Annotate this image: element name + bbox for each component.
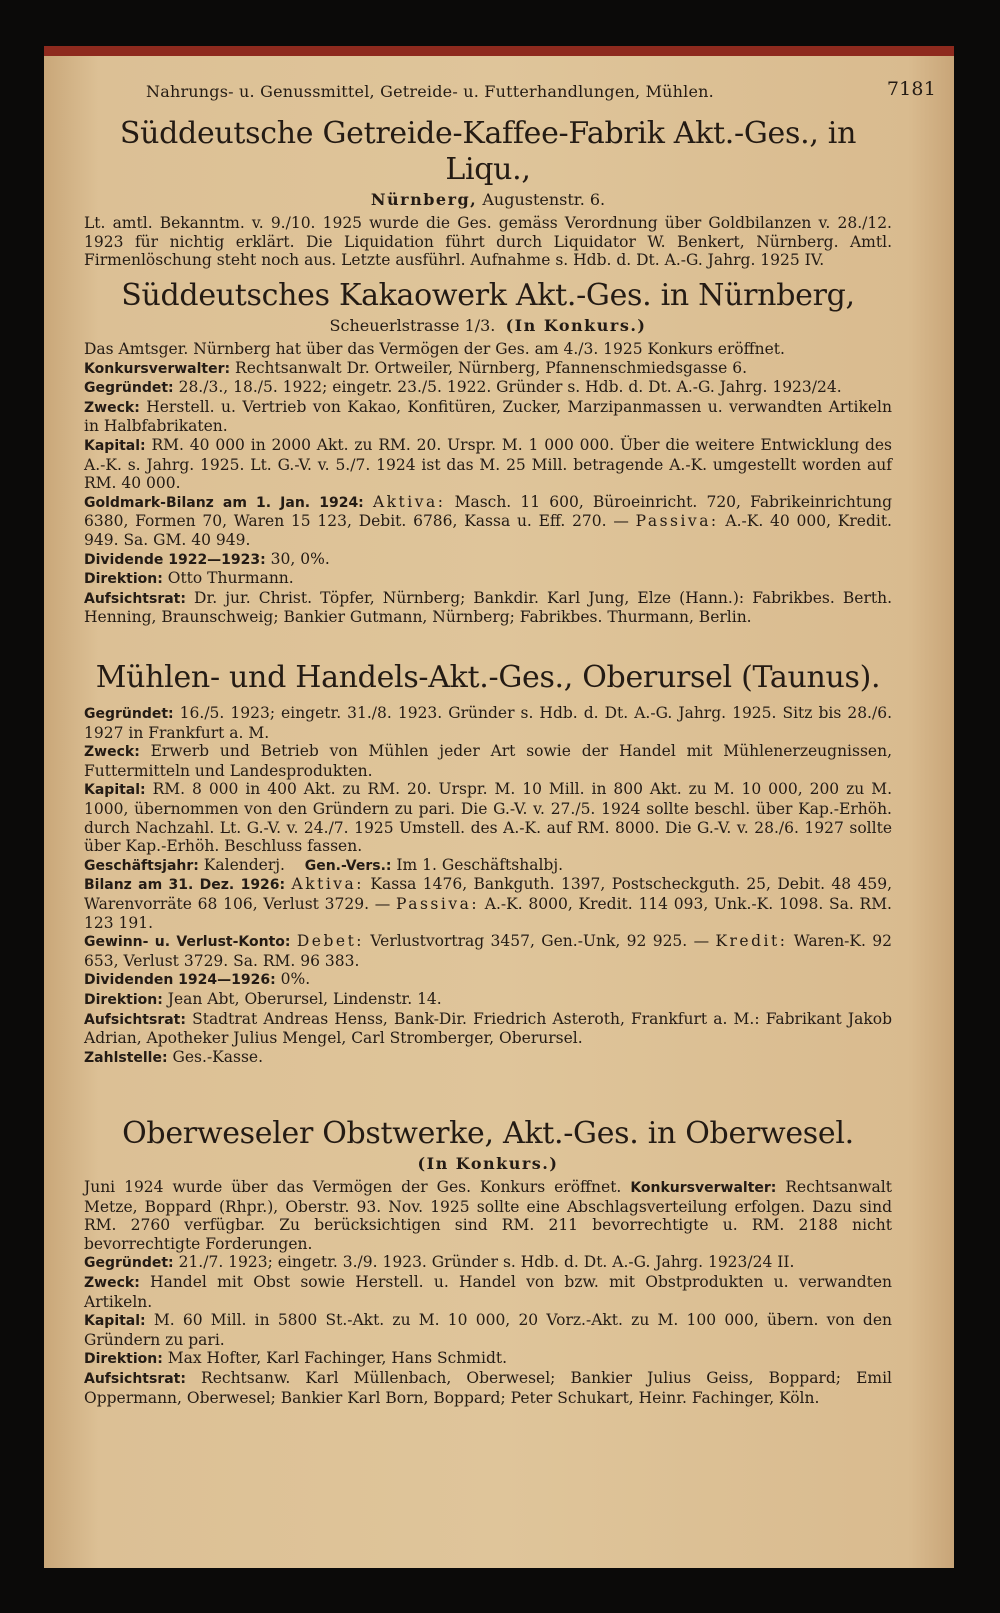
entry-oberweseler-obstwerke — [84, 1116, 892, 1407]
entry-muehlen-handels — [84, 660, 892, 1067]
entry-paragraph: Aufsichtsrat: Rechtsanw. Karl Müllenbach, Oberwesel; Bankier Julius Geiss, Boppard; Emil Oppermann, Oberwesel; Bankier Karl Born, Boppard; Peter Schukart, Heinr. Fachinger, Köln. — [84, 1368, 892, 1407]
entry-paragraph: Direktion: Jean Abt, Oberursel, Lindenstr. 14. — [84, 989, 442, 1008]
entry-paragraph: Goldmark-Bilanz am 1. Jan. 1924: Aktiva: Masch. 11 600, Büroeinricht. 720, Fabrikeinrichtung 6380, Formen 70, Waren 15 123, Debit. 6786, Kassa u. Eff. 270. — Passiva: A.-K. 40 000, Kredit. 949. Sa. GM. 40 949. — [84, 492, 892, 549]
entry-paragraph: Kapital: RM. 40 000 in 2000 Akt. zu RM. 20. Urspr. M. 1 000 000. Über die weitere Entwicklung des A.-K. s. Jahrg. 1925. Lt. G.-V. v. 5./7. 1924 ist das M. 25 Mill. betragende A.-K. umgestellt worden auf RM. 40 000. — [84, 435, 892, 493]
entry-paragraph: Kapital: RM. 8 000 in 400 Akt. zu RM. 20. Urspr. M. 10 Mill. in 800 Akt. zu M. 10 000, 200 zu M. 1000, übernommen von den Gründern zu pari. Die G.-V. v. 27./5. 1924 sollte beschl. über Kap.-Erhöh. durch Nachzahl. Lt. G.-V. v. 24./7. 1925 Umstell. des A.-K. auf RM. 8000. Die G.-V. v. 28./6. 1927 sollte über Kap.-Erhöh. Beschluss fassen. — [84, 780, 892, 856]
running-title: Nahrungs- u. Genussmittel, Getreide- u. Futterhandlungen, Mühlen. — [146, 82, 714, 101]
entry-paragraph: Aufsichtsrat: Dr. jur. Christ. Töpfer, Nürnberg; Bankdir. Karl Jung, Elze (Hann.): Fabrikbes. Berth. Henning, Braunschweig; Bankier Gutmann, Nürnberg; Fabrikbes. Thurmann, Berlin. — [84, 588, 892, 627]
entry-paragraph: Lt. amtl. Bekanntm. v. 9./10. 1925 wurde die Ges. gemäss Verordnung über Goldbilanzen v. 28./12. 1923 für nichtig erklärt. Die Liquidation führt durch Liquidator W. Benkert, Nürnberg. Amtl. Firmenlöschung steht noch aus. Letzte ausführl. Aufnahme s. Hdb. d. Dt. A.-G. Jahrg. 1925 IV. — [84, 214, 892, 270]
entry-paragraph: Das Amtsger. Nürnberg hat über das Vermögen der Ges. am 4./3. 1925 Konkurs eröffnet. — [84, 340, 785, 358]
page-number: 7181 — [886, 78, 936, 100]
entry-paragraph: Zweck: Erwerb und Betrieb von Mühlen jeder Art sowie der Handel mit Mühlenerzeugnissen, Futtermitteln und Landesprodukten. — [84, 742, 892, 780]
entry-paragraph: Gegründet: 28./3., 18./5. 1922; eingetr. 23./5. 1922. Gründer s. Hdb. d. Dt. A.-G. Jahrg. 1923/24. — [84, 378, 842, 397]
entry-title: Mühlen- und Handels-Akt.-Ges., Oberursel (Taunus). — [95, 660, 881, 695]
entry-paragraph: Zahlstelle: Ges.-Kasse. — [84, 1047, 264, 1066]
entry-paragraph: Zweck: Herstell. u. Vertrieb von Kakao, Konfitüren, Zucker, Marzipanmassen u. verwandten Artikeln in Halbfabrikaten. — [84, 397, 892, 436]
entry-paragraph: Direktion: Otto Thurmann. — [84, 569, 294, 588]
entry-paragraph: Zweck: Handel mit Obst sowie Herstell. u. Handel von bzw. mit Obstprodukten u. verwandten Artikeln. — [84, 1272, 892, 1311]
entry-paragraph: Dividende 1922—1923: 30, 0%. — [84, 549, 330, 568]
entry-paragraph: Bilanz am 31. Dez. 1926: Aktiva: Kassa 1476, Bankguth. 1397, Postscheckguth. 25, Debit. 48 459, Warenvorräte 68 106, Verlust 3729. — Passiva: A.-K. 8000, Kredit. 114 093, Unk.-K. 1098. Sa. RM. 123 191. — [84, 875, 892, 932]
entry-paragraph: Juni 1924 wurde über das Vermögen der Ges. Konkurs eröffnet. Konkursverwalter: Rechtsanwalt Metze, Boppard (Rhpr.), Oberstr. 93. Nov. 1925 sollte eine Abschlagsverteilung erfolgen. Dazu sind RM. 2760 verfügbar. Zu berücksichtigen sind RM. 211 bevorrechtigte u. RM. 2188 nicht bevorrechtigte Forderungen. — [84, 1178, 892, 1253]
status-badge: (In Konkurs.) — [505, 316, 647, 335]
entry-title: Süddeutsches Kakaowerk Akt.-Ges. in Nürnberg, — [121, 278, 855, 313]
entry-title: Süddeutsche Getreide-Kaffee-Fabrik Akt.-Ges., in Liqu., — [119, 116, 857, 187]
page-top-edge — [44, 46, 954, 56]
entry-paragraph: Gegründet: 21./7. 1923; eingetr. 3./9. 1923. Gründer s. Hdb. d. Dt. A.-G. Jahrg. 1923/24 II. — [84, 1253, 795, 1272]
entry-paragraph: Direktion: Max Hofter, Karl Fachinger, Hans Schmidt. — [84, 1349, 508, 1368]
entry-getreide-kaffee — [84, 116, 892, 270]
entry-paragraph: Gegründet: 16./5. 1923; eingetr. 31./8. 1923. Gründer s. Hdb. d. Dt. A.-G. Jahrg. 1925. Sitz bis 28./6. 1927 in Frankfurt a. M. — [84, 704, 892, 742]
entry-title: Oberweseler Obstwerke, Akt.-Ges. in Oberwesel. — [122, 1116, 854, 1151]
entry-paragraph: Dividenden 1924—1926: 0%. — [84, 970, 311, 989]
entry-paragraph: Aufsichtsrat: Stadtrat Andreas Henss, Bank-Dir. Friedrich Asteroth, Frankfurt a. M.: Fabrikant Jakob Adrian, Apotheker Julius Mengel, Carl Stromberger, Oberursel. — [84, 1009, 892, 1048]
entry-address: Scheuerlstrasse 1/3. (In Konkurs.) — [329, 316, 647, 335]
entry-kakaowerk — [84, 278, 892, 627]
entry-paragraph: Konkursverwalter: Rechtsanwalt Dr. Ortweiler, Nürnberg, Pfannenschmiedsgasse 6. — [84, 358, 748, 377]
status-badge: (In Konkurs.) — [417, 1154, 559, 1173]
entry-paragraph: Gewinn- u. Verlust-Konto: Debet: Verlustvortrag 3457, Gen.-Unk, 92 925. — Kredit: Waren-K. 92 653, Verlust 3729. Sa. RM. 96 383. — [84, 932, 892, 970]
book-page — [44, 46, 954, 1568]
entry-city: Nürnberg, — [370, 190, 478, 209]
entry-address: Nürnberg, Augustenstr. 6. — [370, 190, 606, 209]
running-head — [146, 78, 936, 101]
entry-status — [84, 1154, 892, 1174]
entry-paragraph: Geschäftsjahr: Kalenderj. Gen.-Vers.: Im 1. Geschäftshalbj. — [84, 855, 564, 874]
entry-paragraph: Kapital: M. 60 Mill. in 5800 St.-Akt. zu M. 10 000, 20 Vorz.-Akt. zu M. 100 000, übern. von den Gründern zu pari. — [84, 1311, 892, 1349]
